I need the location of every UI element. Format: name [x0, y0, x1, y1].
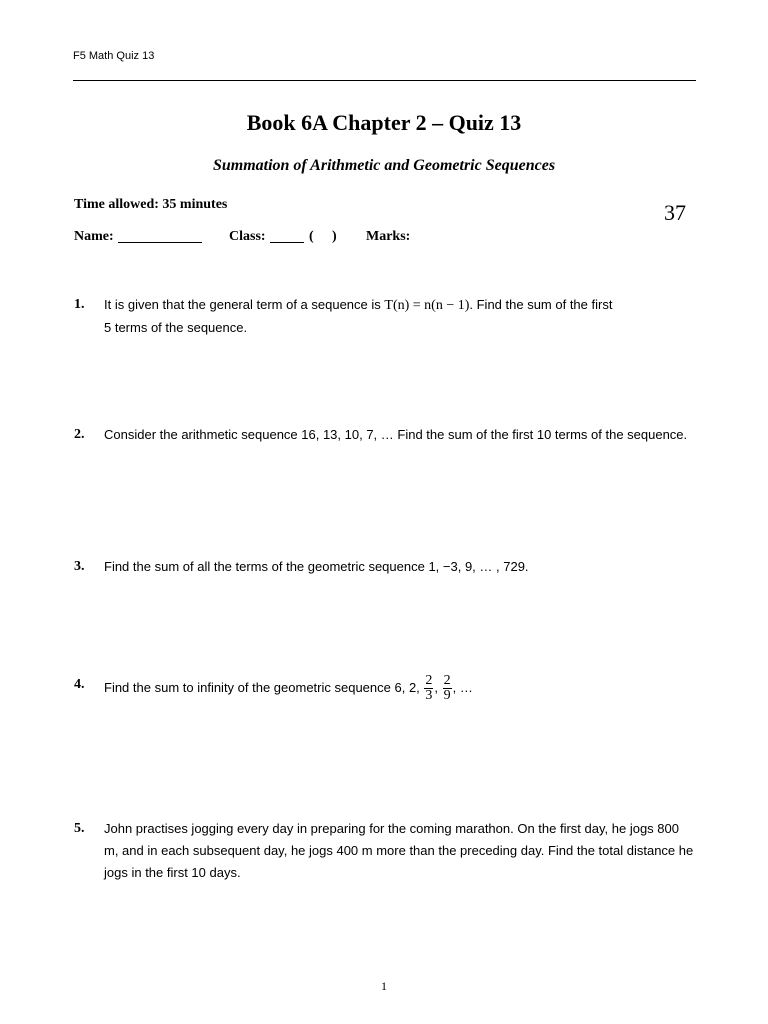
- question-text-part: , …: [452, 679, 473, 695]
- page-number: 1: [381, 979, 387, 993]
- class-label: Class:: [229, 229, 266, 244]
- question-number: 5.: [74, 821, 85, 836]
- class-number-open-paren: (: [309, 229, 314, 244]
- question-text-part: 5 terms of the sequence.: [104, 320, 248, 335]
- question-text: John practises jogging every day in preparing for the coming marathon. On the first day, he jogs 800 m, and in each subsequent day, he jogs 400 m more than the preceding day. Find the total distance he jogs in the first 10 days.: [104, 821, 694, 880]
- name-label: Name:: [74, 229, 114, 244]
- fraction-numerator: 2: [425, 673, 433, 688]
- question-text-part: It is given that the general term of a sequence is: [104, 297, 385, 312]
- formula-general-term: T(n) = n(n − 1): [384, 298, 470, 313]
- question-number: 3.: [74, 559, 85, 574]
- question-text-part: . Find the sum of the first: [469, 297, 613, 312]
- fraction-denominator: 3: [425, 688, 433, 703]
- marks-label: Marks:: [366, 229, 411, 244]
- fraction-two-ninths: [443, 674, 452, 703]
- fraction-numerator: 2: [443, 673, 451, 688]
- page-subtitle: Summation of Arithmetic and Geometric Sequences: [212, 157, 556, 174]
- question-text: Consider the arithmetic sequence 16, 13, 10, 7, … Find the sum of the first 10 terms of the sequence.: [104, 427, 688, 442]
- question-number: 2.: [74, 427, 85, 442]
- page-title: Book 6A Chapter 2 – Quiz 13: [246, 110, 522, 135]
- total-marks: 37: [664, 200, 686, 225]
- question-number: 1.: [74, 297, 85, 312]
- name-field[interactable]: [118, 229, 202, 248]
- class-number-close-paren: ): [332, 229, 337, 244]
- time-allowed: Time allowed: 35 minutes: [74, 197, 228, 212]
- question-text: [104, 294, 694, 339]
- question-text: Find the sum of all the terms of the geometric sequence 1, −3, 9, … , 729.: [104, 559, 529, 574]
- header-divider: [73, 80, 696, 81]
- class-field[interactable]: [270, 229, 304, 248]
- fraction-two-thirds: [424, 674, 433, 703]
- question-text-part: Find the sum to infinity of the geometric sequence 6, 2,: [104, 679, 424, 695]
- question-text: [104, 674, 694, 703]
- running-header: F5 Math Quiz 13: [73, 50, 155, 62]
- question-text-part: ,: [434, 679, 442, 695]
- question-number: 4.: [74, 677, 85, 692]
- fraction-denominator: 9: [443, 688, 451, 703]
